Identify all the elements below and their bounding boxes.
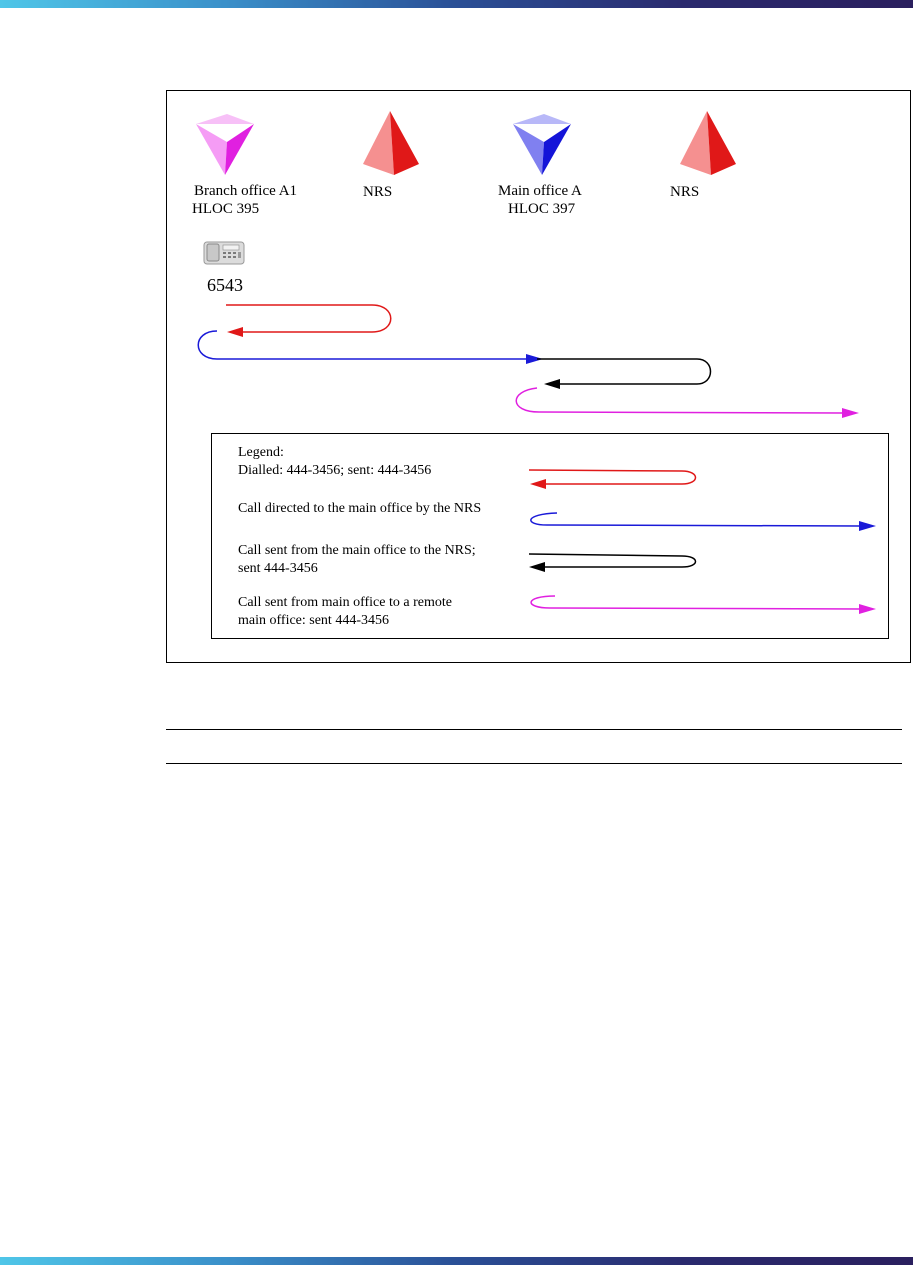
nrs-2-label: NRS [670, 184, 700, 200]
call-path-blue [198, 331, 543, 364]
branch-office-label [194, 182, 297, 218]
call-flow-figure [166, 90, 911, 663]
main-office-label [498, 182, 582, 218]
legend-title: Legend: [238, 445, 284, 460]
telephone-extension: 6543 [207, 275, 243, 295]
main-office-pyramid-icon [513, 114, 571, 175]
call-path-red [226, 305, 391, 337]
legend-swatch-black [529, 554, 696, 572]
nrs-1-label: NRS [363, 184, 393, 200]
branch-office-hloc: HLOC 395 [192, 201, 260, 217]
branch-office-pyramid-icon [196, 114, 254, 175]
legend-swatches [212, 434, 890, 640]
legend-swatch-blue [531, 513, 876, 531]
table-bottom-rule [166, 763, 902, 764]
legend-swatch-magenta [531, 596, 876, 614]
legend-item-4-text: Call sent from main office to a remote main office: sent 444-3456 [238, 595, 452, 628]
footer-band [0, 1257, 913, 1265]
table-top-rule [166, 729, 902, 730]
main-office-name: Main office A [498, 183, 582, 199]
call-path-black [537, 359, 711, 389]
legend-item-2-text: Call directed to the main office by the NRS [238, 501, 482, 516]
nrs-pyramid-1-icon [363, 111, 419, 175]
telephone-icon [204, 242, 244, 264]
call-path-magenta [516, 388, 859, 418]
legend-item-1-text: Dialled: 444-3456; sent: 444-3456 [238, 463, 432, 478]
branch-office-name: Branch office A1 [194, 183, 298, 199]
nrs-pyramid-2-icon [680, 111, 736, 175]
main-office-hloc: HLOC 397 [508, 201, 576, 217]
legend-item-3-text: Call sent from the main office to the NRS; sent 444-3456 [238, 543, 476, 576]
legend-box [211, 433, 889, 639]
legend-swatch-red [529, 470, 696, 489]
header-band [0, 0, 913, 8]
